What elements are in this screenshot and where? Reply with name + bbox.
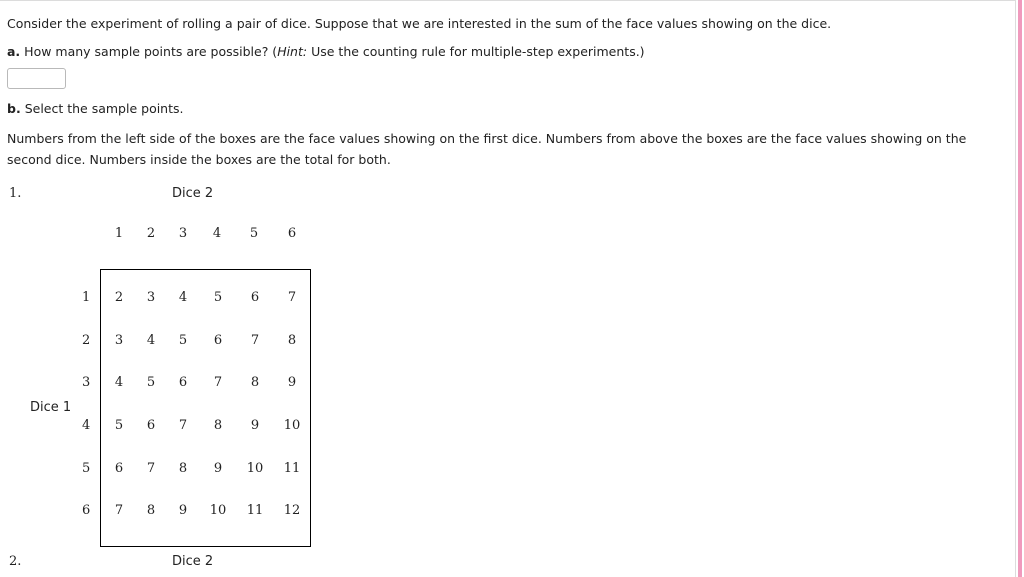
grid-cell: 9 <box>250 418 260 433</box>
panel-top-border <box>0 0 1016 1</box>
grid-cell: 6 <box>178 375 188 390</box>
grid-cell: 5 <box>114 418 124 433</box>
grid-cell: 10 <box>209 503 227 518</box>
grid-cell: 4 <box>178 290 188 305</box>
grid-cell: 7 <box>250 333 260 348</box>
question-intro: Consider the experiment of rolling a pair of dice. Suppose that we are interested in the sum of the face values showing on the dice. <box>7 16 832 31</box>
grid-cell: 9 <box>178 503 188 518</box>
col-header-1: 1 <box>114 226 124 241</box>
grid-cell: 11 <box>246 503 264 518</box>
row-header-1: 1 <box>82 290 91 305</box>
grid-explanation: Numbers from the left side of the boxes are the face values showing on the first dice. Numbers from above the boxes are the face values showing on the second dice. Numbers inside the boxes are the total for both. <box>7 131 967 167</box>
part-a-text: How many sample points are possible? ( <box>24 44 278 59</box>
col-header-4: 4 <box>212 226 222 241</box>
grid-cell: 8 <box>287 333 297 348</box>
grid-cell: 7 <box>114 503 124 518</box>
grid-cell: 7 <box>146 461 156 476</box>
grid-cell: 7 <box>178 418 188 433</box>
grid-cell: 12 <box>283 503 301 518</box>
grid-cell: 6 <box>146 418 156 433</box>
col-header-5: 5 <box>249 226 259 241</box>
grid-cell: 9 <box>213 461 223 476</box>
row-header-4: 4 <box>82 418 91 433</box>
option-2-number: 2. <box>9 554 22 569</box>
grid-cell: 5 <box>213 290 223 305</box>
part-a-label: a. <box>7 44 21 59</box>
grid-cell: 2 <box>114 290 124 305</box>
row-header-5: 5 <box>82 461 91 476</box>
grid-cell: 4 <box>146 333 156 348</box>
row-header-3: 3 <box>82 375 91 390</box>
grid-cell: 10 <box>283 418 301 433</box>
part-b-prompt <box>7 101 184 117</box>
part-b-label: b. <box>7 101 21 116</box>
grid-cell: 6 <box>250 290 260 305</box>
col-header-2: 2 <box>146 226 156 241</box>
col-header-3: 3 <box>178 226 188 241</box>
grid-cell: 6 <box>114 461 124 476</box>
part-a-prompt <box>7 44 645 60</box>
part-a-hint-text: Use the counting rule for multiple-step experiments.) <box>311 44 645 59</box>
grid-cell: 5 <box>178 333 188 348</box>
part-b-text: Select the sample points. <box>24 101 184 116</box>
grid-cell: 7 <box>213 375 223 390</box>
grid-cell: 9 <box>287 375 297 390</box>
scroll-accent-bar <box>1018 0 1022 577</box>
row-header-6: 6 <box>82 503 91 518</box>
option-1-row-title: Dice 1 <box>30 400 72 415</box>
part-a-hint-label: Hint: <box>277 44 308 59</box>
grid-cell: 4 <box>114 375 124 390</box>
grid-cell: 11 <box>283 461 301 476</box>
row-header-2: 2 <box>82 333 91 348</box>
option-2-col-title: Dice 2 <box>172 554 214 569</box>
grid-cell: 6 <box>213 333 223 348</box>
grid-cell: 8 <box>178 461 188 476</box>
grid-cell: 10 <box>246 461 264 476</box>
grid-cell: 3 <box>146 290 156 305</box>
grid-cell: 8 <box>146 503 156 518</box>
option-1-col-title: Dice 2 <box>172 186 214 201</box>
grid-cell: 5 <box>146 375 156 390</box>
grid-cell: 3 <box>114 333 124 348</box>
option-1-number: 1. <box>9 186 22 201</box>
grid-cell: 8 <box>250 375 260 390</box>
panel-right-border <box>1015 0 1016 577</box>
grid-cell: 8 <box>213 418 223 433</box>
col-header-6: 6 <box>287 226 297 241</box>
sample-points-input[interactable] <box>7 68 66 89</box>
grid-cell: 7 <box>287 290 297 305</box>
